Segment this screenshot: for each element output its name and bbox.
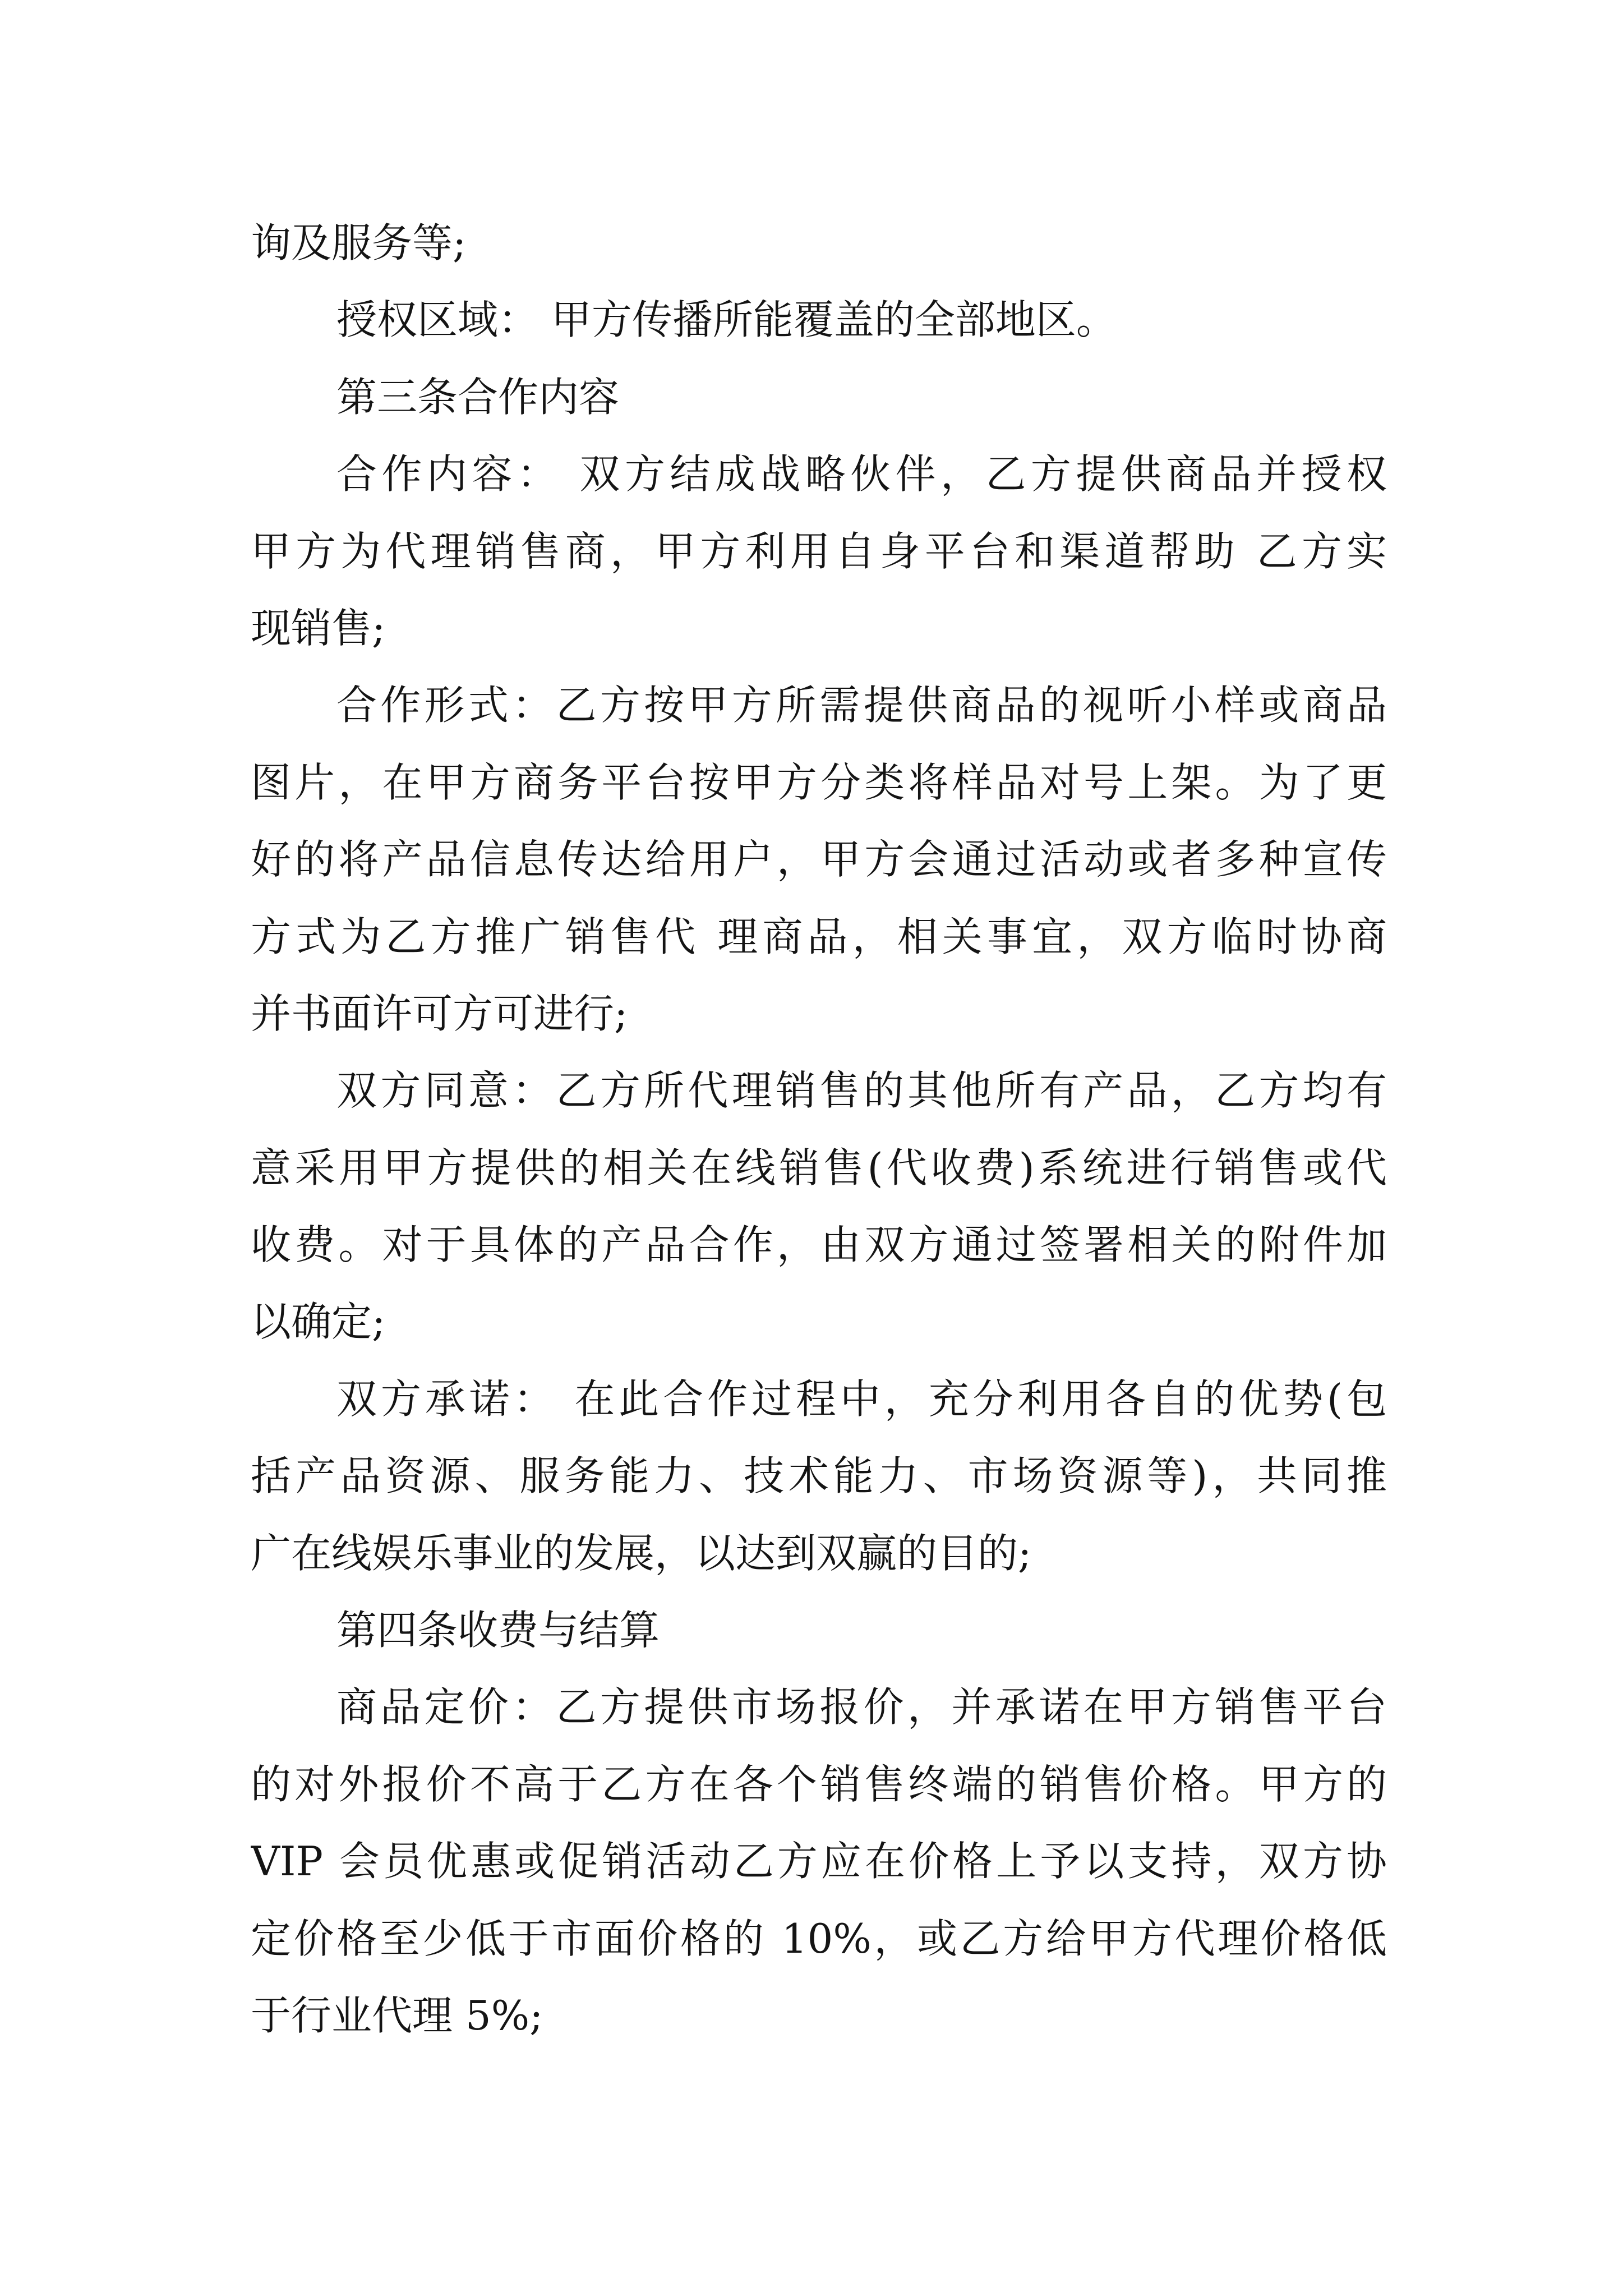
- paragraph-line: 的对外报价不高于乙方在各个销售终端的销售价格。甲方的: [251, 1760, 1387, 1808]
- paragraph-line: 双方同意：乙方所代理销售的其他所有产品，乙方均有: [336, 1067, 1387, 1115]
- paragraph-line: 商品定价：乙方提供市场报价，并承诺在甲方销售平台: [336, 1683, 1387, 1731]
- paragraph-line: 广在线娱乐事业的发展，以达到双赢的目的;: [251, 1529, 1032, 1577]
- article-4-heading: 第四条收费与结算: [336, 1607, 660, 1654]
- continued-line: 询及服务等;: [251, 219, 467, 266]
- paragraph-line: 定价格至少低于市面价格的 10%，或乙方给甲方代理价格低: [251, 1915, 1387, 1962]
- paragraph-line: 方式为乙方推广销售代 理商品，相关事宜，双方临时协商: [251, 913, 1387, 960]
- paragraph-line: 于行业代理 5%;: [251, 1991, 543, 2039]
- paragraph-line: 图片，在甲方商务平台按甲方分类将样品对号上架。为了更: [251, 758, 1387, 806]
- document-body: [251, 205, 1387, 2054]
- paragraph-line: 合作内容： 双方结成战略伙伴，乙方提供商品并授权: [336, 450, 1387, 498]
- paragraph-line: 收费。对于具体的产品合作，由双方通过签署相关的附件加: [251, 1221, 1387, 1269]
- paragraph-line: 甲方为代理销售商，甲方利用自身平台和渠道帮助 乙方实: [251, 527, 1387, 575]
- paragraph-line: 意采用甲方提供的相关在线销售(代收费)系统进行销售或代: [251, 1144, 1387, 1191]
- paragraph-line: 并书面许可方可进行;: [251, 990, 628, 1037]
- paragraph-line: 以确定;: [251, 1298, 386, 1346]
- paragraph-line: 合作形式：乙方按甲方所需提供商品的视听小样或商品: [336, 682, 1387, 729]
- paragraph-line: 好的将产品信息传达给用户，甲方会通过活动或者多种宣传: [251, 836, 1387, 884]
- paragraph-line: 括产品资源、服务能力、技术能力、市场资源等)，共同推: [251, 1452, 1387, 1500]
- article-3-heading: 第三条合作内容: [336, 373, 620, 421]
- paragraph-line: VIP 会员优惠或促销活动乙方应在价格上予以支持，双方协: [251, 1838, 1387, 1885]
- authorized-region-line: 授权区域： 甲方传播所能覆盖的全部地区。: [336, 296, 1117, 344]
- paragraph-line: 现销售;: [251, 604, 386, 652]
- paragraph-line: 双方承诺： 在此合作过程中，充分利用各自的优势(包: [336, 1375, 1387, 1423]
